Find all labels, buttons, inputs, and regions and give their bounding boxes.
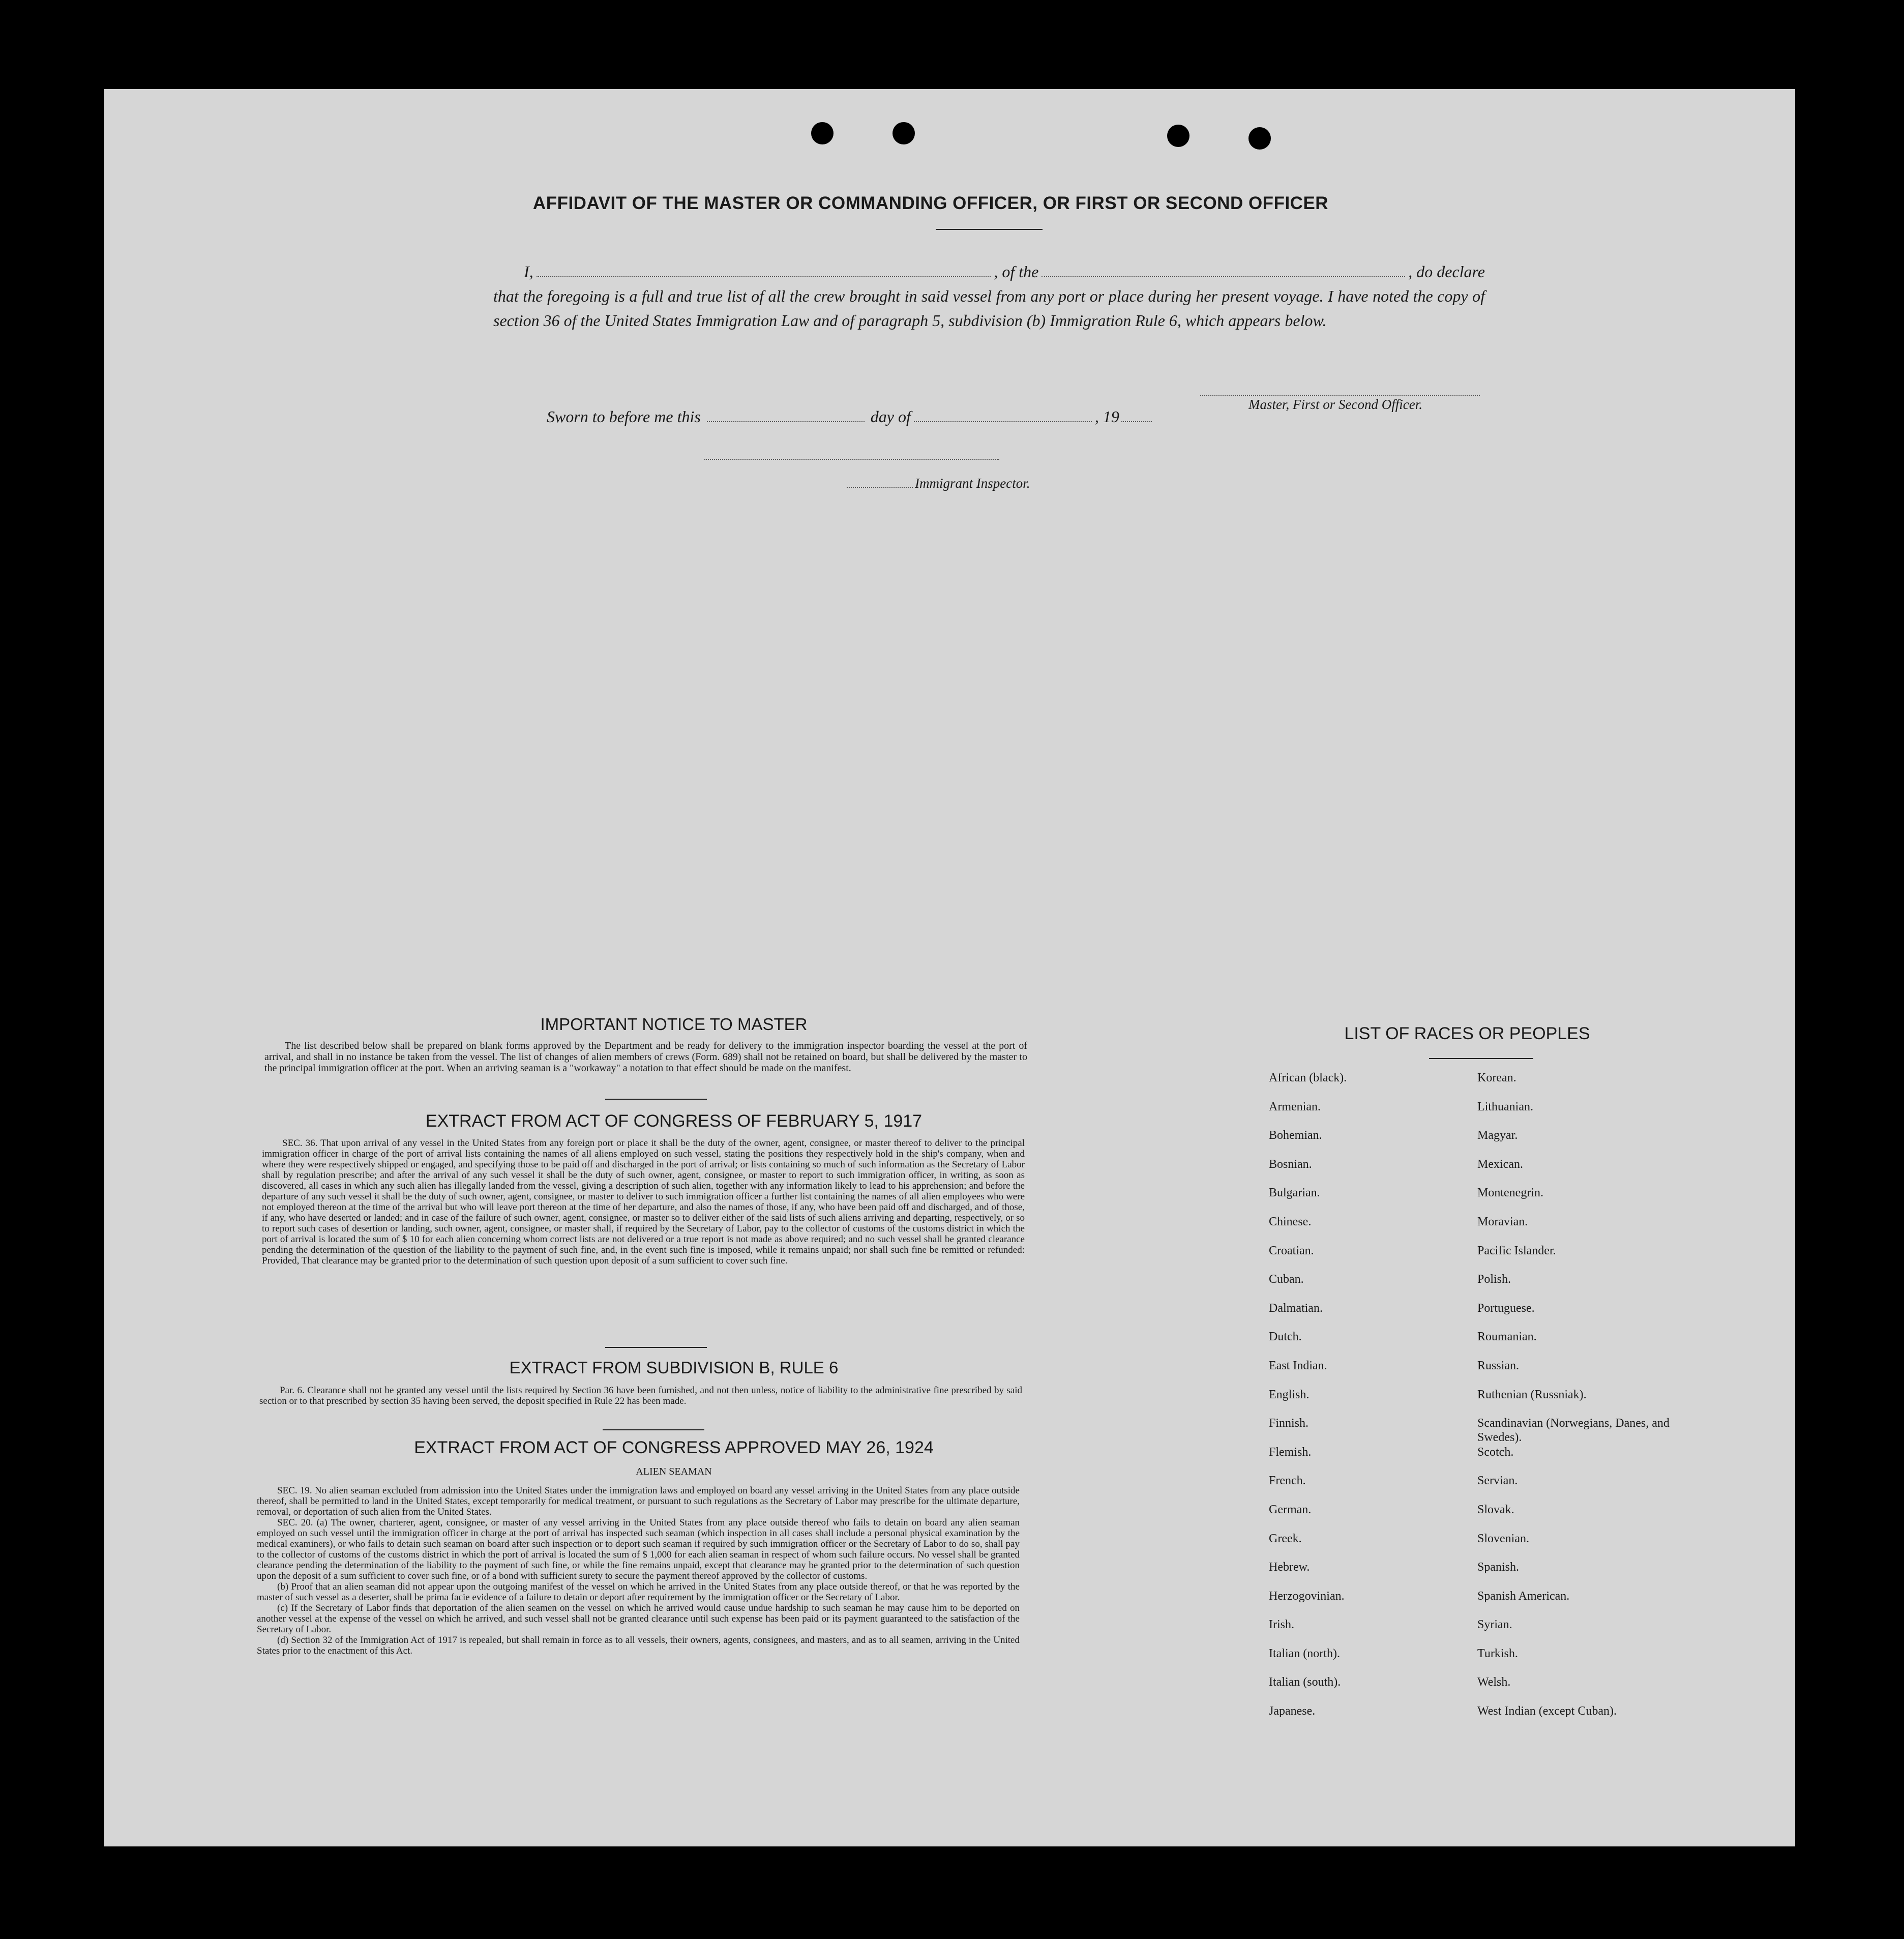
race-list-item: Bohemian.: [1269, 1129, 1322, 1142]
race-list-item: Montenegrin.: [1477, 1186, 1543, 1200]
punch-hole: [811, 122, 834, 144]
punch-hole: [1813, 1567, 1835, 1589]
race-list-item: Moravian.: [1477, 1215, 1528, 1228]
inspector-line: [847, 476, 1030, 491]
race-list-item: Spanish.: [1477, 1561, 1520, 1574]
race-list-item: Turkish.: [1477, 1647, 1518, 1660]
race-list-item: Mexican.: [1477, 1157, 1523, 1171]
races-left-column: [1269, 1071, 1442, 1733]
race-list-item: Scandinavian (Norwegians, Danes, and Swedes).: [1477, 1417, 1670, 1445]
race-list-item: English.: [1269, 1388, 1310, 1401]
year-blank: [1121, 410, 1152, 422]
extract-1917-text: SEC. 36. That upon arrival of any vessel in the United States from any foreign port or place it shall be the duty of the owner, agent, consignee, or master thereof to deliver to the principal immigration officer in charge of the port of arrival lists containing the names of all aliens employed on such vessel, stating the positions they respectively hold in the ship's company, when and where they were respectively shipped or engaged, and specifying those to be paid off and discharged in the port of arrival; or lists containing so much of such information as the Secretary of Labor shall by regulation prescribe; and after the arrival of any such vessel it shall be the duty of such owner, agent, consignee, or master to report to such immigration officer, in writing, as soon as discovered, all cases in which any such alien has illegally landed from the vessel, giving a description of such alien, together with any information likely to lead to his apprehension; and before the departure of any such vessel it shall be the duty of such owner, agent, consignee, or master to deliver to such immigration officer a further list containing the names of all alien employees who were not employed thereon at the time of the arrival but who will leave port thereon at the time of her departure, and also the names of those, if any, who have been paid off and discharged, and of those, if any, who have deserted or landed; and in case of the failure of such owner, agent, consignee, or master so to deliver either of the said lists of such aliens arriving and departing, respectively, or so to report such cases of desertion or landing, such owner, agent, consignee, or master shall, if required by the Secretary of Labor, pay to the collector of customs of the customs district in which the port of arrival is located the sum of $ 10 for each alien concerning whom correct lists are not delivered or a true report is not made as above required; and no such vessel shall be granted clearance pending the determination of the question of the liability to the payment of such fine, and, in the event such fine is imposed, while it remains unpaid; nor shall such fine be remitted or refunded: Provided, That clearance may be granted prior to the determination of such question upon deposit of a sum sufficient to cover such fine.: [262, 1138, 1025, 1266]
race-list-item: German.: [1269, 1503, 1312, 1516]
divider: [605, 1347, 707, 1348]
race-list-item: Welsh.: [1477, 1676, 1511, 1689]
extract-rule6-text: Par. 6. Clearance shall not be granted any vessel until the lists required by Section 36 have been furnished, and not then unless, notice of liability to the administrative fine prescribed by said section or to that prescribed by section 35 having been served, the deposit specified in Rule 22 has been made.: [259, 1385, 1022, 1406]
extract-1924-title: EXTRACT FROM ACT OF CONGRESS APPROVED MAY 26, 1924: [414, 1438, 934, 1457]
affidavit-title: AFFIDAVIT OF THE MASTER OR COMMANDING OFFICER, OR FIRST OR SECOND OFFICER: [532, 193, 1329, 213]
race-list-item: Servian.: [1477, 1474, 1518, 1488]
sec20a-text: SEC. 20. (a) The owner, charterer, agent, consignee, or master of any vessel arriving in the United States from any place outside thereof who fails to detain on board any alien seaman employed on such vessel until the immigration officer in charge at the port of arrival has inspected such seaman (which inspection in all cases shall include a personal physical examination by the medical examiners), or who fails to detain such seaman on board after such inspection or to deport such seaman if required by such immigration officer or the Secretary of Labor to do so, shall pay to the collector of customs of the customs district in which the port of arrival is located the sum of $ 1,000 for each alien seaman in respect of whom such failure occurs. No vessel shall be granted clearance pending the determination of the liability to the payment of such fine, or while the fine remains unpaid, except that clearance may be granted prior to the determination of such question upon the deposit of a sum sufficient to cover such fine, or of a bond with sufficient surety to secure the payment thereof approved by the collector of customs.: [257, 1517, 1020, 1581]
inspector-signature-line: [704, 448, 999, 460]
races-right-column: [1477, 1071, 1691, 1733]
vessel-blank: [1042, 265, 1405, 277]
punch-hole: [1826, 651, 1848, 673]
notice-text: The list described below shall be prepared on blank forms approved by the Department and be ready for delivery to the immigration inspector boarding the vessel at the port of arrival, and shall in no instance be taken from the vessel. The list of changes of alien members of crews (Form. 689) shall not be retained on board, but shall be delivered by the master to the principal immigration officer at the port. When an arriving seaman is a "workaway" a notation to that effect should be made on the manifest.: [264, 1040, 1027, 1074]
document-sheet: [104, 89, 1795, 1846]
master-signature-line: [1200, 384, 1480, 396]
punch-hole: [1248, 127, 1271, 150]
race-list-item: Spanish American.: [1477, 1589, 1570, 1603]
race-list-item: Pacific Islander.: [1477, 1244, 1556, 1257]
master-signature-label: Master, First or Second Officer.: [1248, 397, 1422, 412]
divider: [603, 1429, 704, 1430]
sec20d-text: (d) Section 32 of the Immigration Act of 1917 is repealed, but shall remain in force as to all vessels, their owners, agents, consignees, and masters, and as to all seamen, arriving in the United States prior to the enactment of this Act.: [257, 1635, 1020, 1656]
race-list-item: Slovak.: [1477, 1503, 1514, 1516]
race-list-item: Slovenian.: [1477, 1532, 1529, 1545]
punch-hole: [1167, 125, 1189, 147]
race-list-item: Magyar.: [1477, 1129, 1518, 1142]
inspector-label: Immigrant Inspector.: [915, 476, 1030, 491]
inspector-blank: [847, 476, 913, 488]
divider: [605, 1099, 707, 1100]
race-list-item: Roumanian.: [1477, 1330, 1537, 1344]
race-list-item: French.: [1269, 1474, 1306, 1488]
punch-hole: [1826, 732, 1848, 755]
sec20b-text: (b) Proof that an alien seaman did not appear upon the outgoing manifest of the vessel on which he arrived in the United States from any place outside thereof, or that he was reported by the master of such vessel as a deserter, shall be prima facie evidence of a failure to detain or deport after requirement by the immigration officer or the Secretary of Labor.: [257, 1581, 1020, 1603]
declaration-first-line: [493, 259, 1485, 284]
punch-hole: [1818, 1223, 1840, 1246]
race-list-item: Cuban.: [1269, 1273, 1304, 1286]
race-list-item: East Indian.: [1269, 1359, 1327, 1372]
punch-hole: [1836, 389, 1858, 412]
races-title: LIST OF RACES OR PEOPLES: [1344, 1024, 1590, 1043]
of-the-label: , of the: [994, 262, 1039, 281]
race-list-item: Dutch.: [1269, 1330, 1302, 1344]
divider: [1429, 1058, 1533, 1059]
race-list-item: Finnish.: [1269, 1417, 1309, 1430]
race-list-item: Dalmatian.: [1269, 1301, 1323, 1315]
punch-hole: [1833, 308, 1856, 330]
sworn-line: [547, 404, 1310, 429]
race-list-item: Italian (north).: [1269, 1647, 1340, 1660]
sec20c-text: (c) If the Secretary of Labor finds that deportation of the alien seamen on the vessel on which he arrived would cause undue hardship to such seaman he may cause him to be deported on another vessel at the expense of the vessel on which he arrived, and such vessel shall not be granted clearance until such expense has been paid or its payment guaranteed to the satisfaction of the Secretary of Labor.: [257, 1603, 1020, 1635]
extract-1924-subtitle: ALIEN SEAMAN: [636, 1466, 712, 1477]
race-list-item: Chinese.: [1269, 1215, 1312, 1228]
race-list-item: West Indian (except Cuban).: [1477, 1705, 1617, 1718]
extract-rule6-title: EXTRACT FROM SUBDIVISION B, RULE 6: [509, 1358, 839, 1377]
punch-hole: [1813, 1648, 1835, 1670]
race-list-item: African (black).: [1269, 1071, 1347, 1084]
race-list-item: Armenian.: [1269, 1100, 1321, 1113]
race-list-item: Bosnian.: [1269, 1157, 1312, 1171]
day-of-label: day of: [870, 407, 911, 426]
extract-1924-body: [257, 1485, 1020, 1656]
punch-hole: [1818, 1305, 1840, 1327]
name-blank: [537, 265, 991, 277]
race-list-item: Japanese.: [1269, 1705, 1316, 1718]
affidavit-declaration: [493, 259, 1485, 333]
race-list-item: Lithuanian.: [1477, 1100, 1533, 1113]
race-list-item: Scotch.: [1477, 1445, 1514, 1459]
declaration-text: that the foregoing is a full and true list of all the crew brought in said vessel from any port or place during her present voyage. I have noted the copy of section 36 of the United States Immigration Law and of paragraph 5, subdivision (b) Immigration Rule 6, which appears below.: [493, 287, 1485, 330]
year-label: , 19: [1094, 407, 1119, 426]
extract-1917-title: EXTRACT FROM ACT OF CONGRESS OF FEBRUARY 5, 1917: [425, 1111, 923, 1131]
sworn-label: Sworn to before me this: [547, 407, 701, 426]
divider: [936, 229, 1043, 230]
do-declare-label: , do declare: [1408, 262, 1485, 281]
race-list-item: Greek.: [1269, 1532, 1302, 1545]
race-list-item: Italian (south).: [1269, 1676, 1341, 1689]
race-list-item: Hebrew.: [1269, 1561, 1310, 1574]
race-list-item: Korean.: [1477, 1071, 1516, 1084]
sec19-text: SEC. 19. No alien seaman excluded from admission into the United States under the immigration laws and employed on board any vessel arriving in the United States from any place outside thereof, shall be permitted to land in the United States, except temporarily for medical treatment, or pursuant to such regulations as the Secretary of Labor may prescribe for the ultimate departure, removal, or deportation of such alien from the United States.: [257, 1485, 1020, 1517]
race-list-item: Ruthenian (Russniak).: [1477, 1388, 1587, 1401]
race-list-item: Bulgarian.: [1269, 1186, 1320, 1200]
punch-hole: [892, 122, 915, 144]
i-label: I,: [524, 262, 533, 281]
day-blank: [707, 410, 865, 422]
race-list-item: Polish.: [1477, 1273, 1511, 1286]
race-list-item: Syrian.: [1477, 1618, 1512, 1632]
punch-hole: [1823, 191, 1846, 213]
race-list-item: Portuguese.: [1477, 1301, 1535, 1315]
race-list-item: Herzogovinian.: [1269, 1589, 1345, 1603]
month-blank: [914, 410, 1092, 422]
notice-title: IMPORTANT NOTICE TO MASTER: [540, 1015, 808, 1034]
race-list-item: Flemish.: [1269, 1445, 1312, 1459]
race-list-item: Irish.: [1269, 1618, 1294, 1632]
race-list-item: Croatian.: [1269, 1244, 1314, 1257]
race-list-item: Russian.: [1477, 1359, 1520, 1372]
